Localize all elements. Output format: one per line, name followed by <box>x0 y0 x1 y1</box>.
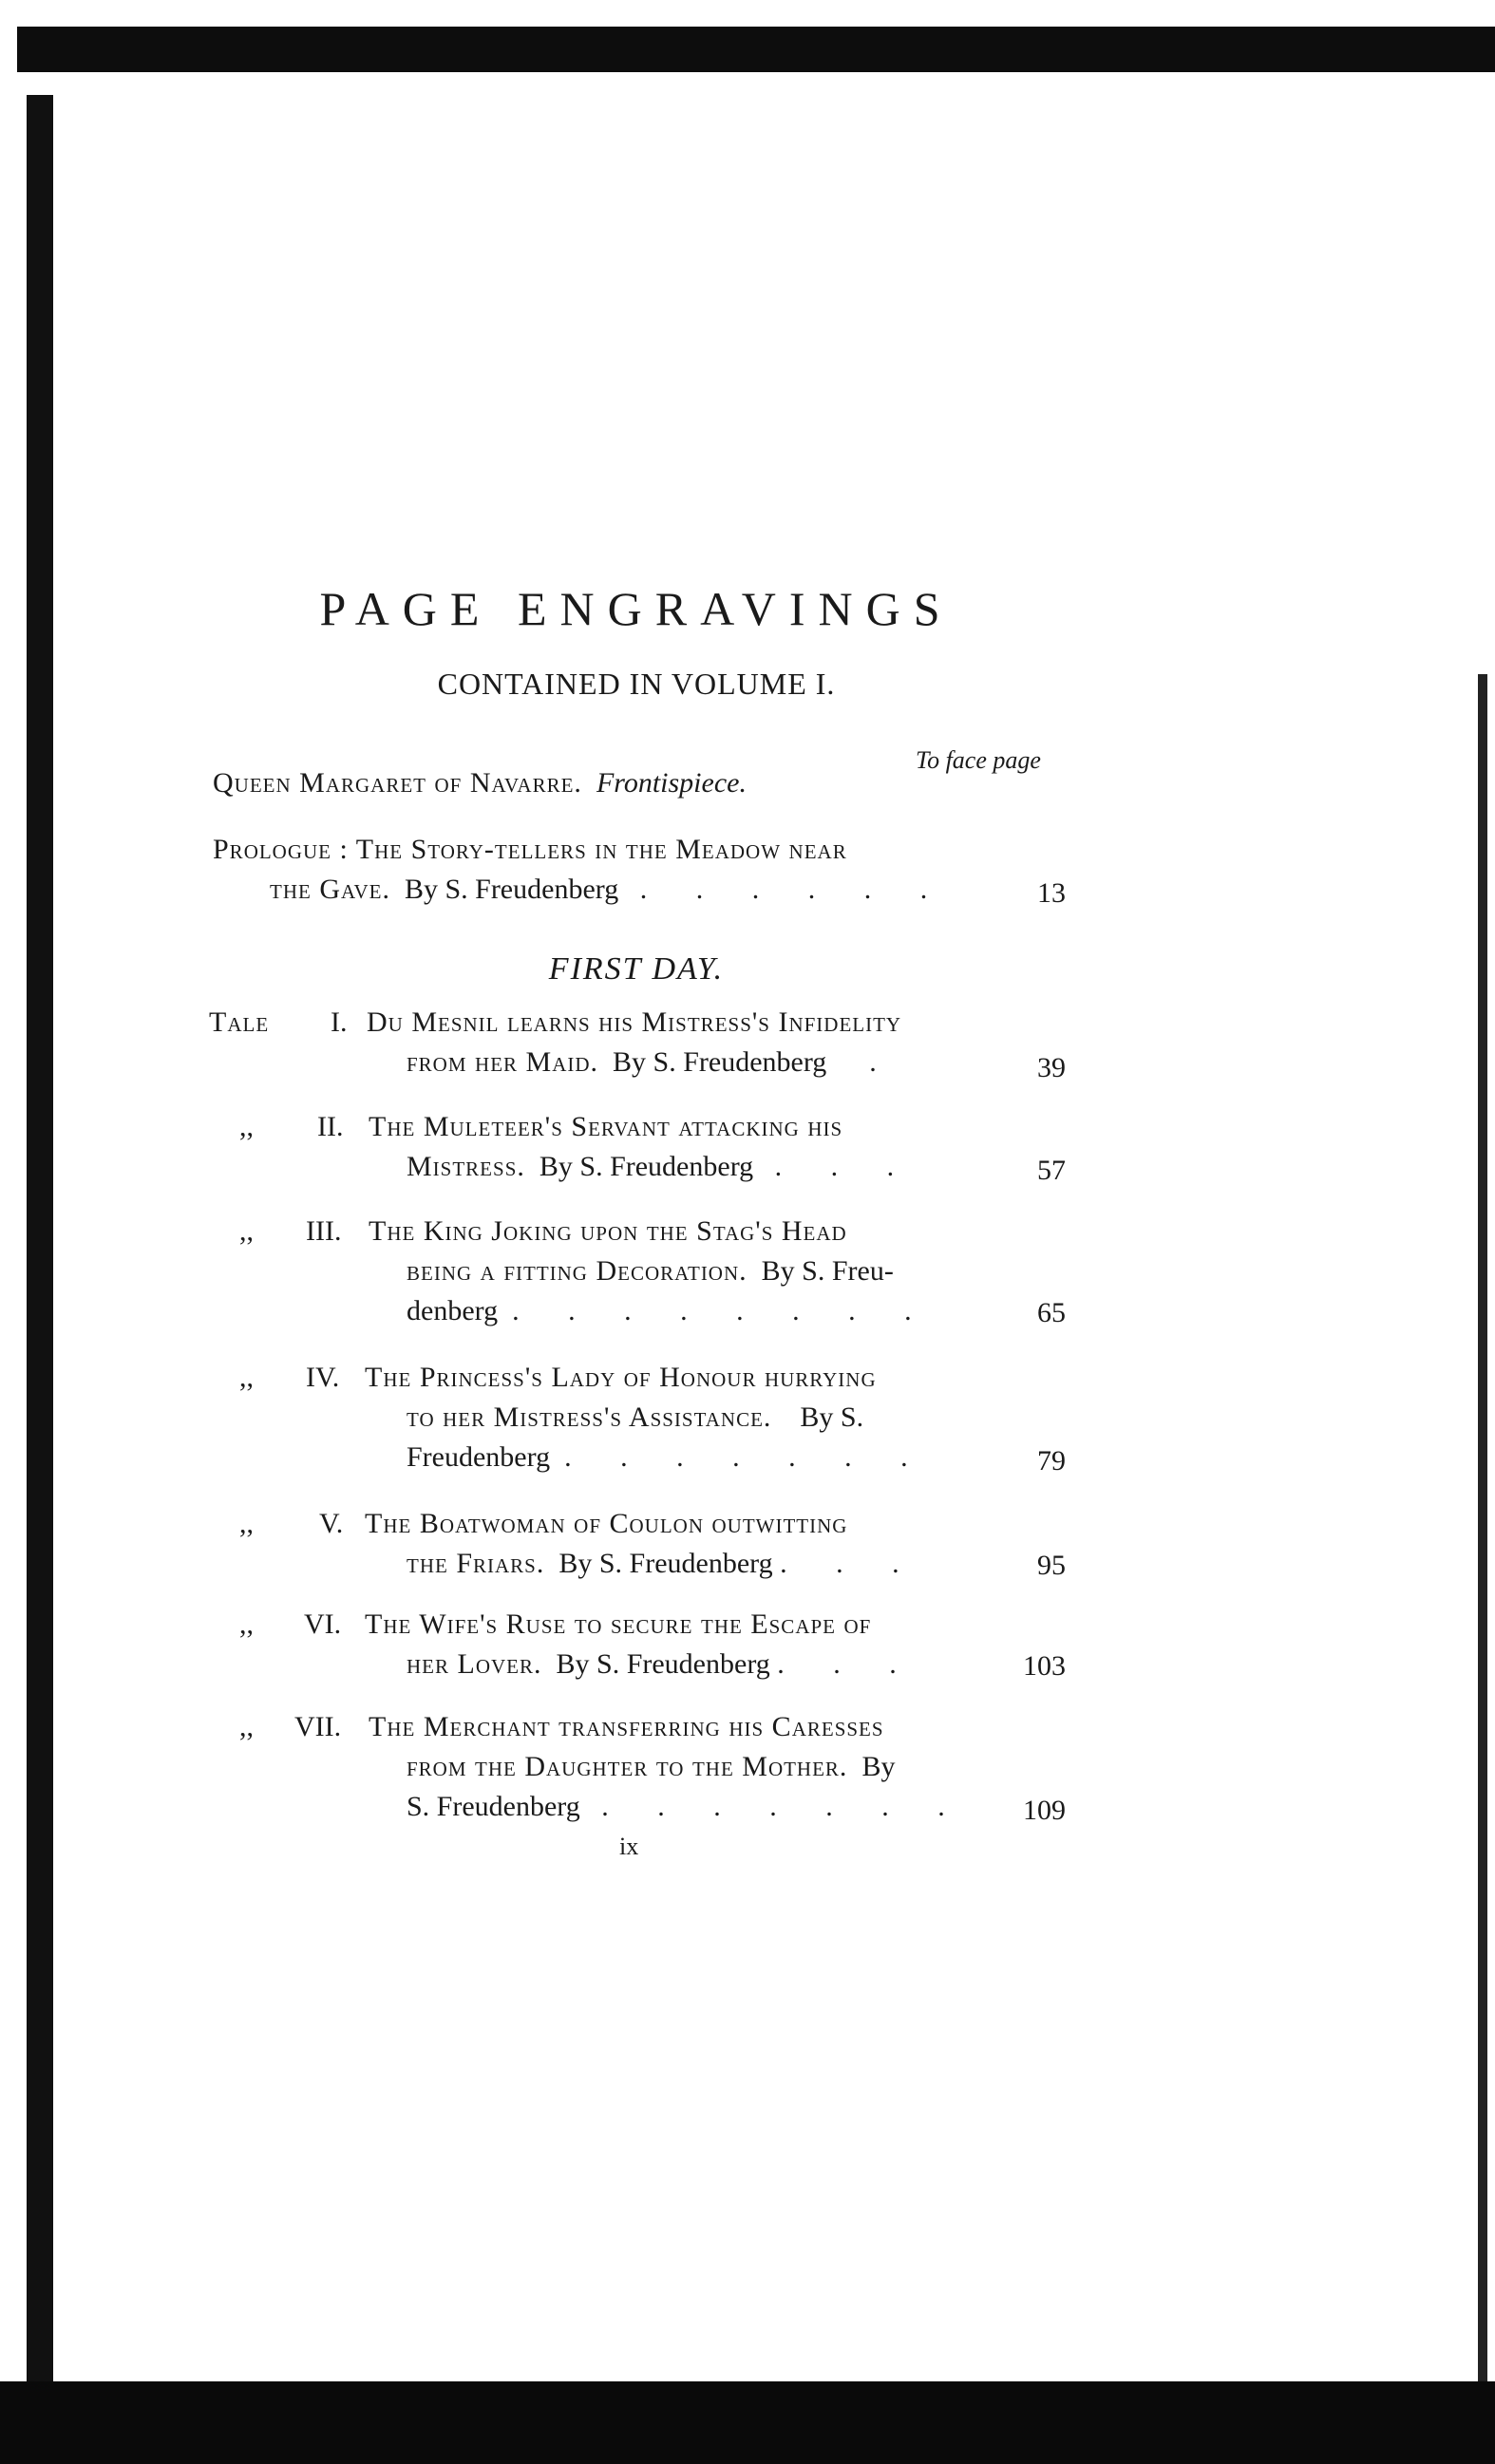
tale-title-line1: The Merchant transferring his Caresses <box>369 1711 884 1742</box>
tale-number: IV. <box>306 1362 340 1393</box>
tale-title-line3 <box>407 1791 966 1823</box>
scan-border-top <box>17 27 1495 72</box>
tale-title-line2-text: her Lover. <box>407 1648 542 1680</box>
frontispiece-italic: Frontispiece. <box>596 767 747 799</box>
tale-title-line3-text: Freudenberg <box>407 1441 551 1473</box>
tale-title-line3-text: S. Freudenberg <box>407 1791 580 1822</box>
tale-page-number: 65 <box>1037 1297 1066 1328</box>
tale-byline: By <box>861 1751 896 1782</box>
tale-title-line2-text: the Friars. <box>407 1548 545 1579</box>
tale-byline: By S. Freudenberg <box>613 1046 827 1078</box>
prologue-line1: Prologue : The Story-tellers in the Meadow near <box>213 834 847 865</box>
tale-dots: . . . <box>777 1648 918 1680</box>
tale-title-line1: The Muleteer's Servant attacking his <box>369 1111 843 1142</box>
tale-title-line2-text: Mistress. <box>407 1151 525 1182</box>
tale-byline: By S. Freudenberg <box>556 1648 770 1680</box>
tale-title-line2-text: from her Maid. <box>407 1046 599 1078</box>
tale-title-line2 <box>407 1548 920 1580</box>
tale-byline: By S. <box>800 1401 864 1433</box>
tale-dots: . . . . . . . <box>564 1441 929 1473</box>
tale-title-line1: The Boatwoman of Coulon outwitting <box>365 1508 848 1539</box>
tale-title-line2 <box>407 1046 898 1079</box>
tale-page-number: 109 <box>1023 1795 1066 1826</box>
prologue-dots: . . . . . . <box>639 874 949 905</box>
tale-dots: . . . . . . . <box>601 1791 966 1822</box>
day-heading: FIRST DAY. <box>548 951 725 987</box>
tale-title-line2-text: being a fitting Decoration. <box>407 1255 748 1287</box>
prologue-byline: By S. Freudenberg <box>404 874 619 905</box>
prologue-line2-text: the Gave. <box>270 874 390 905</box>
tale-dots: . <box>869 1046 898 1078</box>
tale-title-line1: The Princess's Lady of Honour hurrying <box>365 1362 877 1393</box>
tale-title-line3-text: denberg <box>407 1295 499 1326</box>
tale-dots: . . . <box>774 1151 916 1182</box>
tale-page-number: 103 <box>1023 1650 1066 1682</box>
tale-title-line2 <box>407 1751 895 1783</box>
tale-dots: . . . <box>780 1548 920 1579</box>
frontispiece-entry <box>213 767 747 799</box>
tale-title-line2 <box>407 1401 863 1434</box>
ditto-mark: ,, <box>239 1111 254 1142</box>
scan-border-right <box>1478 674 1487 2393</box>
tale-title-line2 <box>407 1648 918 1681</box>
tale-title-line3 <box>407 1441 929 1474</box>
scan-border-bottom <box>0 2381 1495 2464</box>
tale-number: VI. <box>304 1608 342 1640</box>
tale-title-line1: The King Joking upon the Stag's Head <box>369 1215 847 1247</box>
face-page-label: To face page <box>916 746 1041 774</box>
tale-label: Tale <box>209 1006 270 1038</box>
scan-border-left <box>27 95 53 2412</box>
tale-number: V. <box>319 1508 344 1539</box>
folio-page-number: ix <box>619 1833 639 1860</box>
tale-title-line1: The Wife's Ruse to secure the Escape of <box>365 1608 872 1640</box>
tale-title-line1: Du Mesnil learns his Mistress's Infidelity <box>367 1006 902 1038</box>
ditto-mark: ,, <box>239 1608 254 1640</box>
tale-number: III. <box>306 1215 342 1247</box>
tale-title-line2-text: from the Daughter to the Mother. <box>407 1751 848 1782</box>
page-subtitle: CONTAINED IN VOLUME I. <box>437 667 836 701</box>
ditto-mark: ,, <box>239 1362 254 1393</box>
tale-page-number: 95 <box>1037 1550 1066 1581</box>
tale-byline: By S. Freudenberg <box>539 1151 754 1182</box>
tale-byline: By S. Freu- <box>761 1255 894 1287</box>
tale-title-line3 <box>407 1295 933 1327</box>
tale-page-number: 39 <box>1037 1052 1066 1083</box>
frontispiece-text: Queen Margaret of Navarre. <box>213 767 582 799</box>
ditto-mark: ,, <box>239 1508 254 1539</box>
prologue-page-number: 13 <box>1037 877 1066 909</box>
page-title: PAGE ENGRAVINGS <box>319 582 954 635</box>
tale-byline: By S. Freudenberg <box>558 1548 773 1579</box>
tale-title-line2-text: to her Mistress's Assistance. <box>407 1401 772 1433</box>
tale-page-number: 57 <box>1037 1155 1066 1186</box>
prologue-line2 <box>270 874 948 906</box>
tale-page-number: 79 <box>1037 1445 1066 1477</box>
tale-title-line2 <box>407 1151 915 1183</box>
tale-number: II. <box>317 1111 344 1142</box>
ditto-mark: ,, <box>239 1711 254 1742</box>
tale-dots: . . . . . . . . <box>512 1295 933 1326</box>
tale-number: VII. <box>294 1711 342 1742</box>
ditto-mark: ,, <box>239 1215 254 1247</box>
tale-number: I. <box>331 1006 348 1038</box>
tale-title-line2 <box>407 1255 894 1288</box>
